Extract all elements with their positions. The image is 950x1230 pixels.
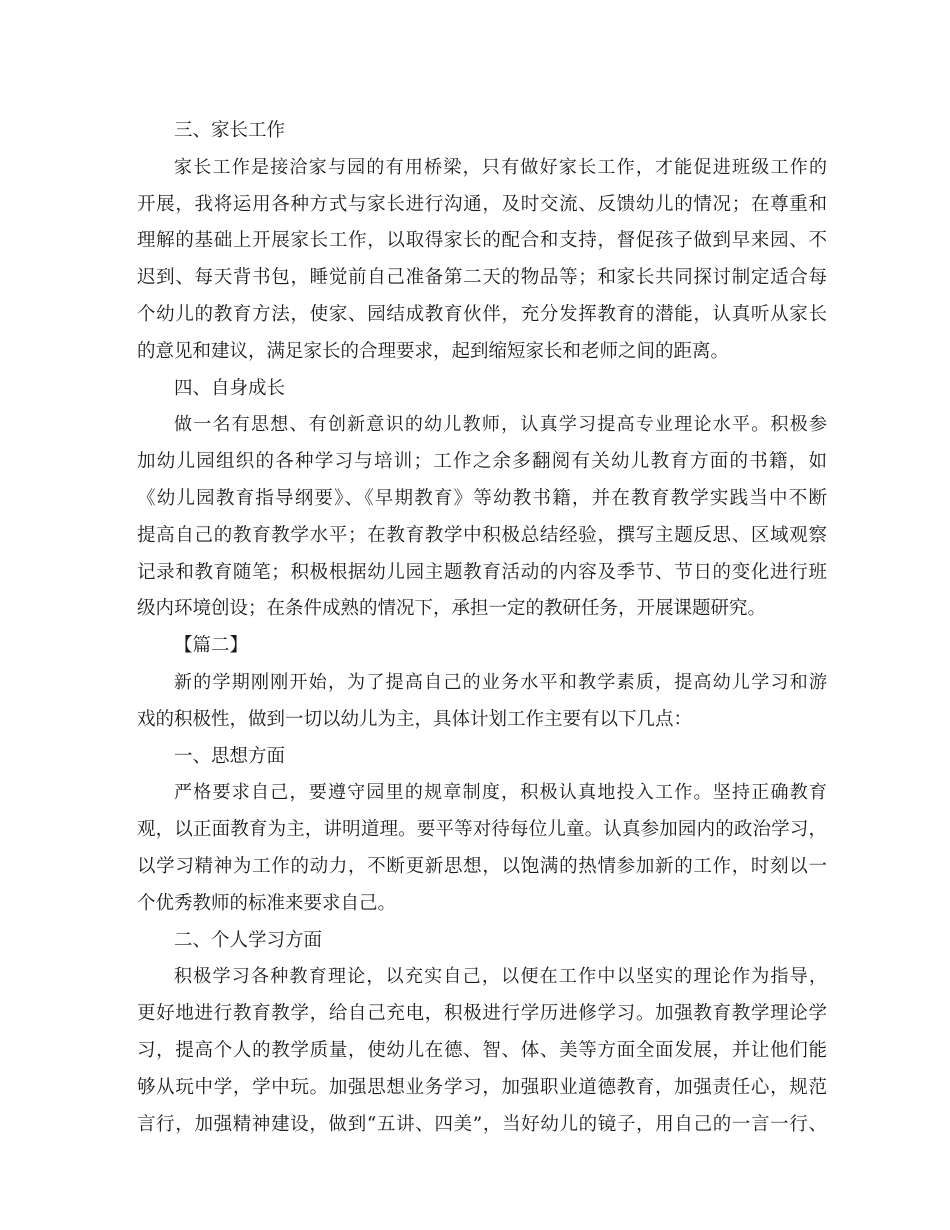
paragraph-line: 加幼儿园组织的各种学习与培训；工作之余多翻阅有关幼儿教育方面的书籍，如 bbox=[137, 451, 827, 473]
paragraph-line: 个幼儿的教育方法，使家、园结成教育伙伴，充分发挥教育的潜能，认真听从家长 bbox=[137, 303, 827, 325]
paragraph-line: 记录和教育随笔；积极根据幼儿园主题教育活动的内容及季节、节日的变化进行班 bbox=[137, 561, 827, 583]
paragraph-line: 更好地进行教育教学，给自己充电，积极进行学历进修学习。加强教育教学理论学 bbox=[137, 1003, 827, 1025]
paragraph-line: 开展，我将运用各种方式与家长进行沟通，及时交流、反馈幼儿的情况；在尊重和 bbox=[137, 193, 827, 215]
section-heading-personal-study: 二、个人学习方面 bbox=[174, 929, 323, 951]
section-heading-ideology: 一、思想方面 bbox=[174, 745, 286, 767]
paragraph-line: 戏的积极性，做到一切以幼儿为主，具体计划工作主要有以下几点： bbox=[137, 708, 693, 730]
paragraph-line: 迟到、每天背书包，睡觉前自己准备第二天的物品等；和家长共同探讨制定适合每 bbox=[137, 267, 827, 289]
paragraph-line: 积极学习各种教育理论，以充实自己，以便在工作中以坚实的理论作为指导， bbox=[174, 966, 827, 988]
paragraph-line: 习，提高个人的教学质量，使幼儿在德、智、体、美等方面全面发展，并让他们能 bbox=[137, 1039, 827, 1061]
paragraph-line: 严格要求自己，要遵守园里的规章制度，积极认真地投入工作。坚持正确教育 bbox=[174, 782, 827, 804]
paragraph-line: 新的学期刚刚开始，为了提高自己的业务水平和教学素质，提高幼儿学习和游 bbox=[174, 671, 827, 693]
part-heading-two: 【篇二】 bbox=[174, 635, 249, 657]
paragraph-line: 的意见和建议，满足家长的合理要求，起到缩短家长和老师之间的距离。 bbox=[137, 340, 730, 362]
paragraph-line: 个优秀教师的标准来要求自己。 bbox=[137, 892, 397, 914]
paragraph-line: 家长工作是接洽家与园的有用桥梁，只有做好家长工作，才能促进班级工作的 bbox=[174, 156, 827, 178]
paragraph-line: 级内环境创设；在条件成熟的情况下，承担一定的教研任务，开展课题研究。 bbox=[137, 598, 767, 620]
paragraph-line: 够从玩中学，学中玩。加强思想业务学习，加强职业道德教育，加强责任心，规范 bbox=[137, 1076, 827, 1098]
paragraph-line: 提高自己的教育教学水平；在教育教学中积极总结经验，撰写主题反思、区域观察 bbox=[137, 524, 827, 546]
document-body bbox=[137, 113, 827, 1143]
paragraph-line: 言行，加强精神建设，做到“五讲、四美”，当好幼儿的镜子，用自己的一言一行、 bbox=[137, 1113, 827, 1135]
paragraph-line: 理解的基础上开展家长工作，以取得家长的配合和支持，督促孩子做到早来园、不 bbox=[137, 230, 827, 252]
paragraph-line: 观，以正面教育为主，讲明道理。要平等对待每位儿童。认真参加园内的政治学习， bbox=[137, 819, 827, 841]
paragraph-line: 做一名有思想、有创新意识的幼儿教师，认真学习提高专业理论水平。积极参 bbox=[174, 414, 827, 436]
paragraph-line: 《幼儿园教育指导纲要》、《早期教育》等幼教书籍，并在教育教学实践当中不断 bbox=[137, 487, 827, 509]
section-heading-self-growth: 四、自身成长 bbox=[174, 377, 286, 399]
paragraph-line: 以学习精神为工作的动力，不断更新思想，以饱满的热情参加新的工作，时刻以一 bbox=[137, 855, 827, 877]
section-heading-parent-work: 三、家长工作 bbox=[174, 120, 286, 141]
